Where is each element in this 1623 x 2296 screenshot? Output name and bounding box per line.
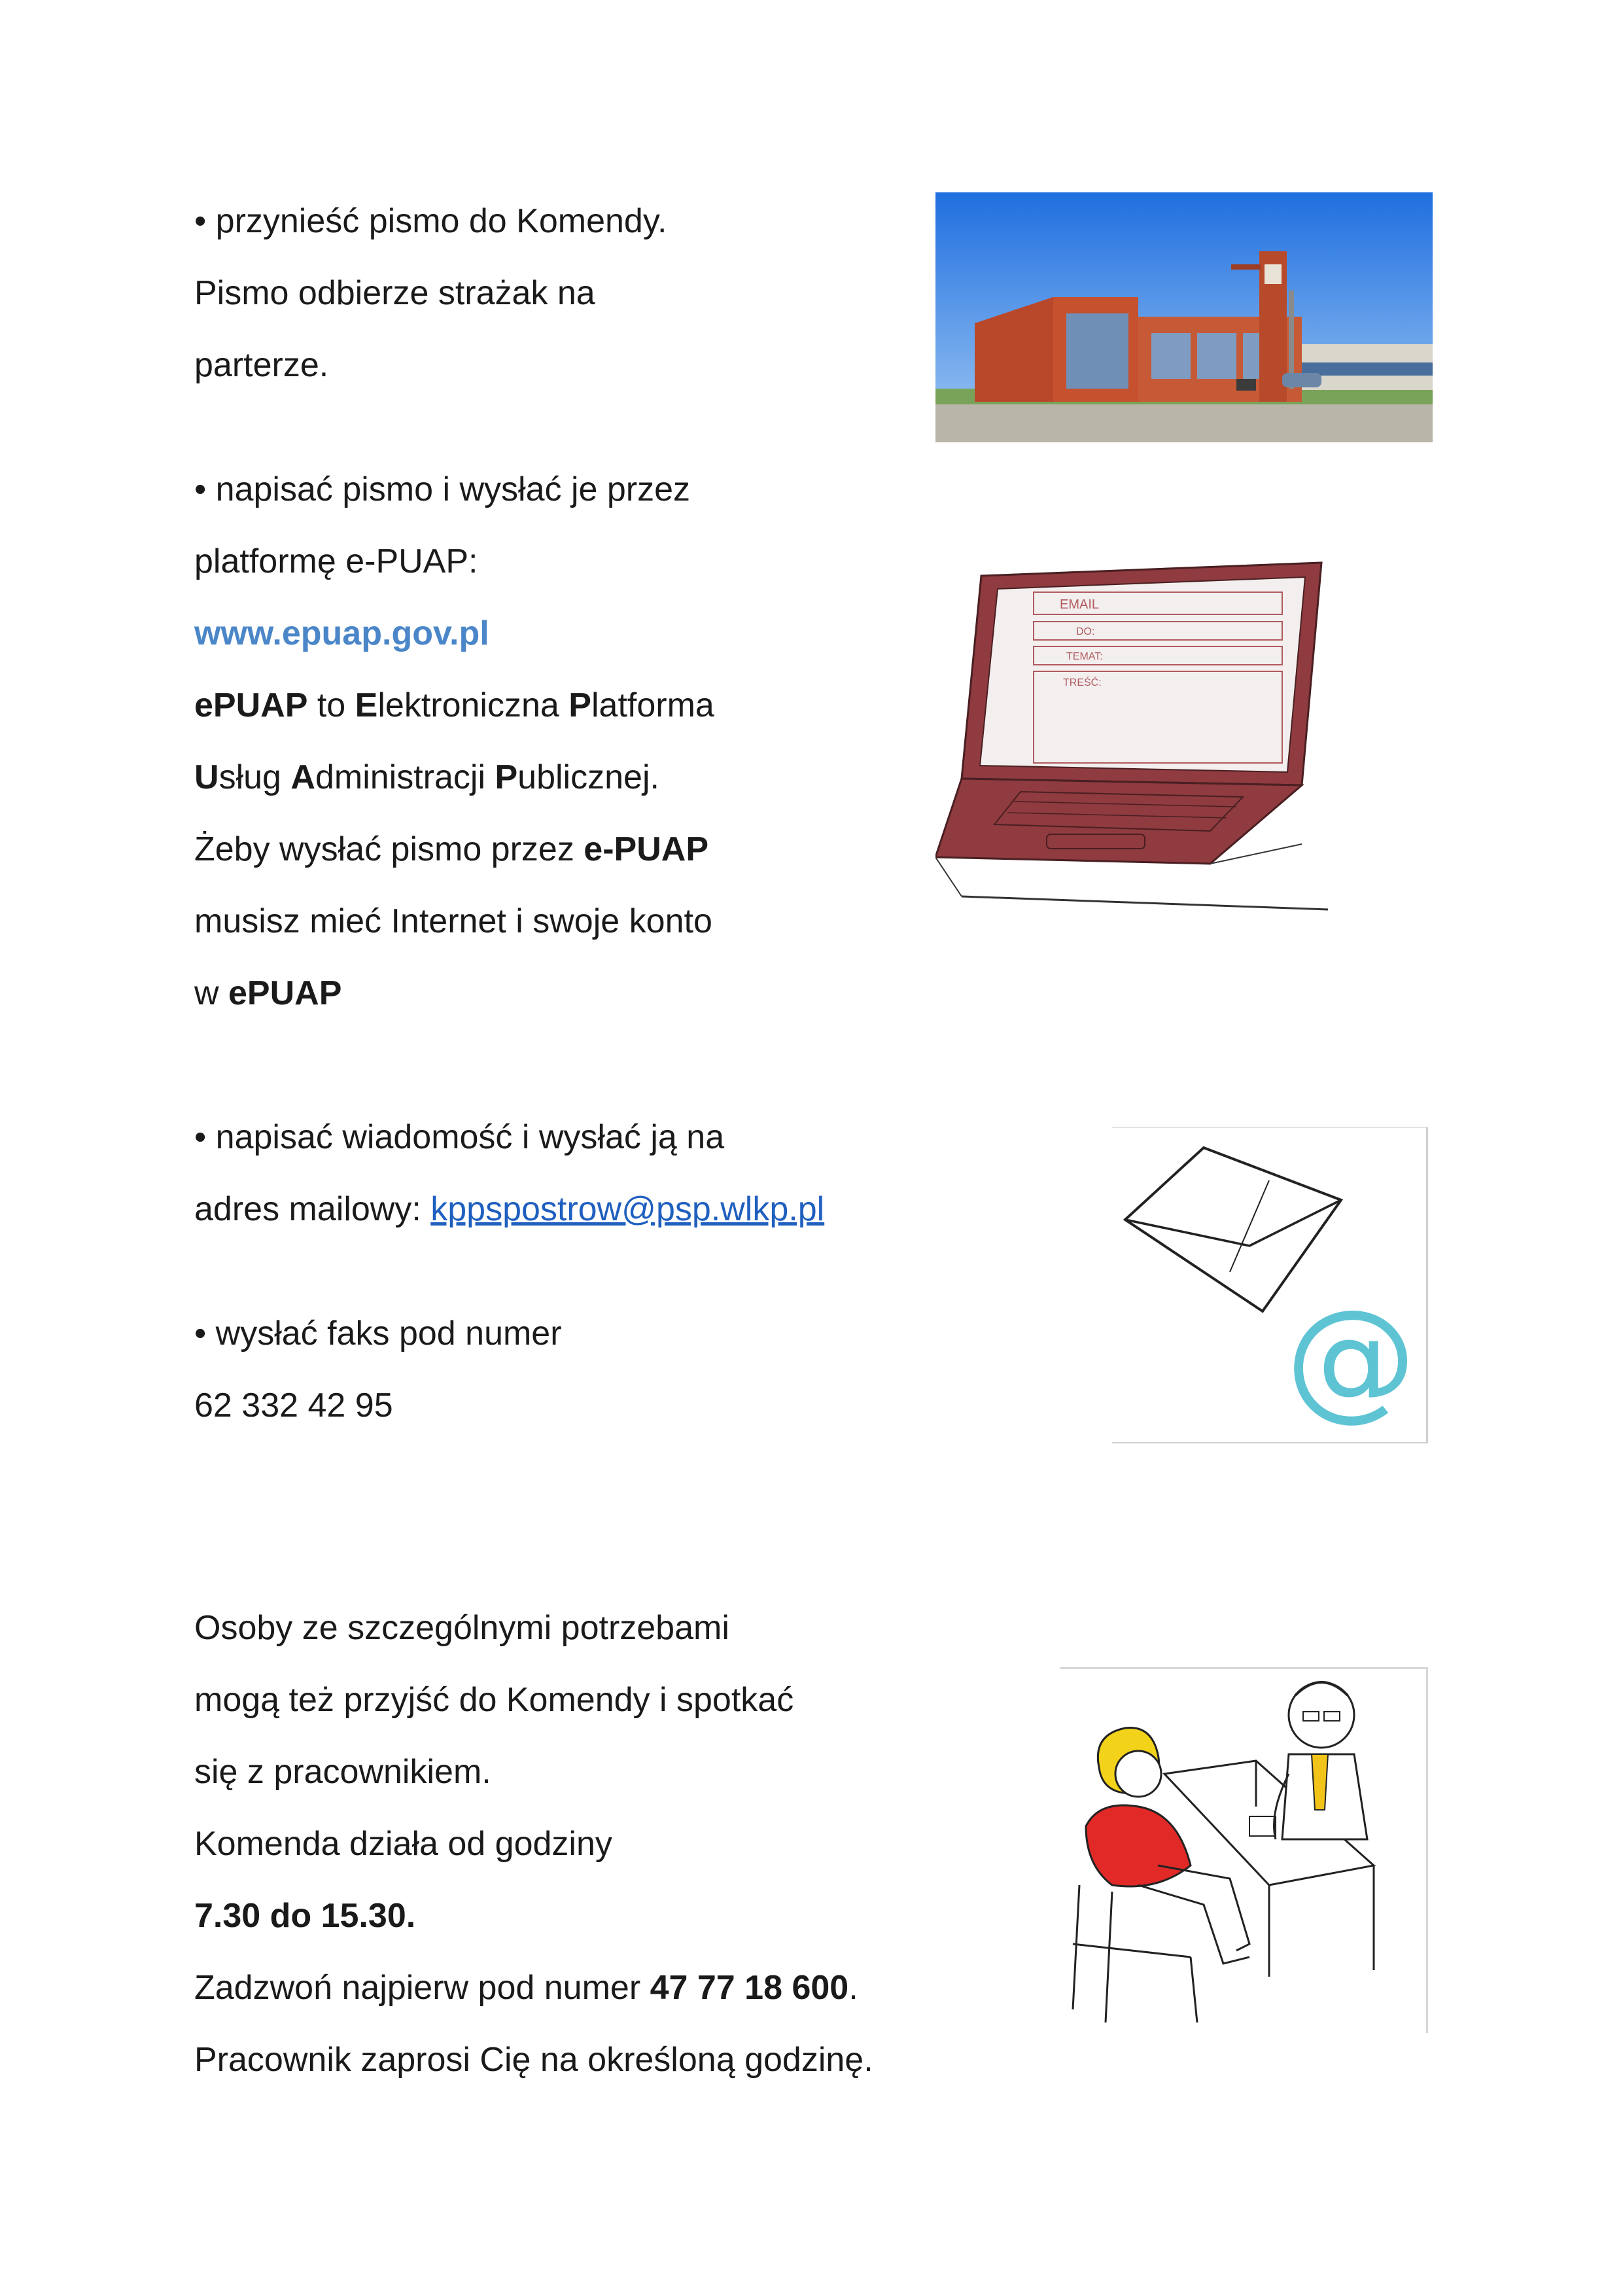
fire-station-photo: [935, 192, 1433, 442]
laptop-body-label: TREŚĆ:: [1063, 677, 1102, 688]
text-line: Osoby ze szczególnymi potrzebami: [194, 1609, 729, 1647]
text-span: sług: [218, 758, 291, 796]
text-line: musisz mieć Internet i swoje konto: [194, 902, 712, 940]
text-span: .: [848, 1969, 858, 2007]
text-span: Żeby wysłać pismo przez: [194, 830, 584, 868]
text-span: to: [307, 686, 355, 724]
office-hours: 7.30 do 15.30.: [194, 1897, 416, 1935]
email-link[interactable]: kppspostrow@psp.wlkp.pl: [430, 1190, 825, 1228]
text-line: platformę e-PUAP:: [194, 542, 478, 580]
text-line: Pismo odbierze strażak na: [194, 274, 595, 312]
text-span: A: [290, 758, 315, 796]
epuap-link[interactable]: www.epuap.gov.pl: [194, 614, 489, 652]
text-span: w: [194, 974, 228, 1012]
text-line: się z pracownikiem.: [194, 1753, 491, 1791]
text-span: latforma: [591, 686, 714, 724]
text-line: [194, 1190, 824, 1229]
text-span: adres mailowy:: [194, 1190, 431, 1228]
text-line: Pracownik zaprosi Cię na określoną godzinę.: [194, 2041, 873, 2079]
text-span: dministracji: [315, 758, 495, 796]
bullet-bring-letter: • przynieść pismo do Komendy.: [194, 202, 667, 240]
text-span: ePUAP: [228, 974, 342, 1012]
laptop-email-label: EMAIL: [1060, 597, 1100, 612]
meeting-illustration: [1060, 1667, 1428, 2033]
laptop-subject-label: TEMAT:: [1066, 651, 1103, 662]
text-span: ePUAP: [194, 686, 308, 724]
bullet-epuap: • napisać pismo i wysłać je przez: [194, 470, 691, 508]
text-line: parterze.: [194, 346, 329, 384]
text-line: [194, 1968, 858, 2007]
email-envelope-illustration: [1112, 1127, 1428, 1443]
text-line: [194, 974, 341, 1013]
bullet-email: • napisać wiadomość i wysłać ją na: [194, 1118, 725, 1156]
text-span: P: [568, 686, 591, 724]
text-span: ublicznej.: [517, 758, 659, 796]
laptop-illustration: [935, 556, 1328, 917]
text-line: mogą też przyjść do Komendy i spotkać: [194, 1681, 794, 1719]
phone-number: 47 77 18 600: [650, 1969, 849, 2007]
text-span: U: [194, 758, 219, 796]
fax-number: 62 332 42 95: [194, 1386, 393, 1424]
epuap-definition-line2: [194, 758, 659, 797]
text-span: E: [355, 686, 378, 724]
at-sign-icon: @: [1285, 1282, 1416, 1434]
text-line: Komenda działa od godziny: [194, 1825, 612, 1863]
text-span: Zadzwoń najpierw pod numer: [194, 1969, 650, 2007]
text-span: lektroniczna: [377, 686, 569, 724]
bullet-fax: • wysłać faks pod numer: [194, 1315, 562, 1352]
epuap-definition-line1: [194, 686, 714, 725]
laptop-to-label: DO:: [1076, 626, 1095, 637]
text-line: [194, 830, 708, 869]
text-line: [194, 614, 489, 653]
text-span: e-PUAP: [584, 830, 709, 868]
text-span: P: [495, 758, 518, 796]
